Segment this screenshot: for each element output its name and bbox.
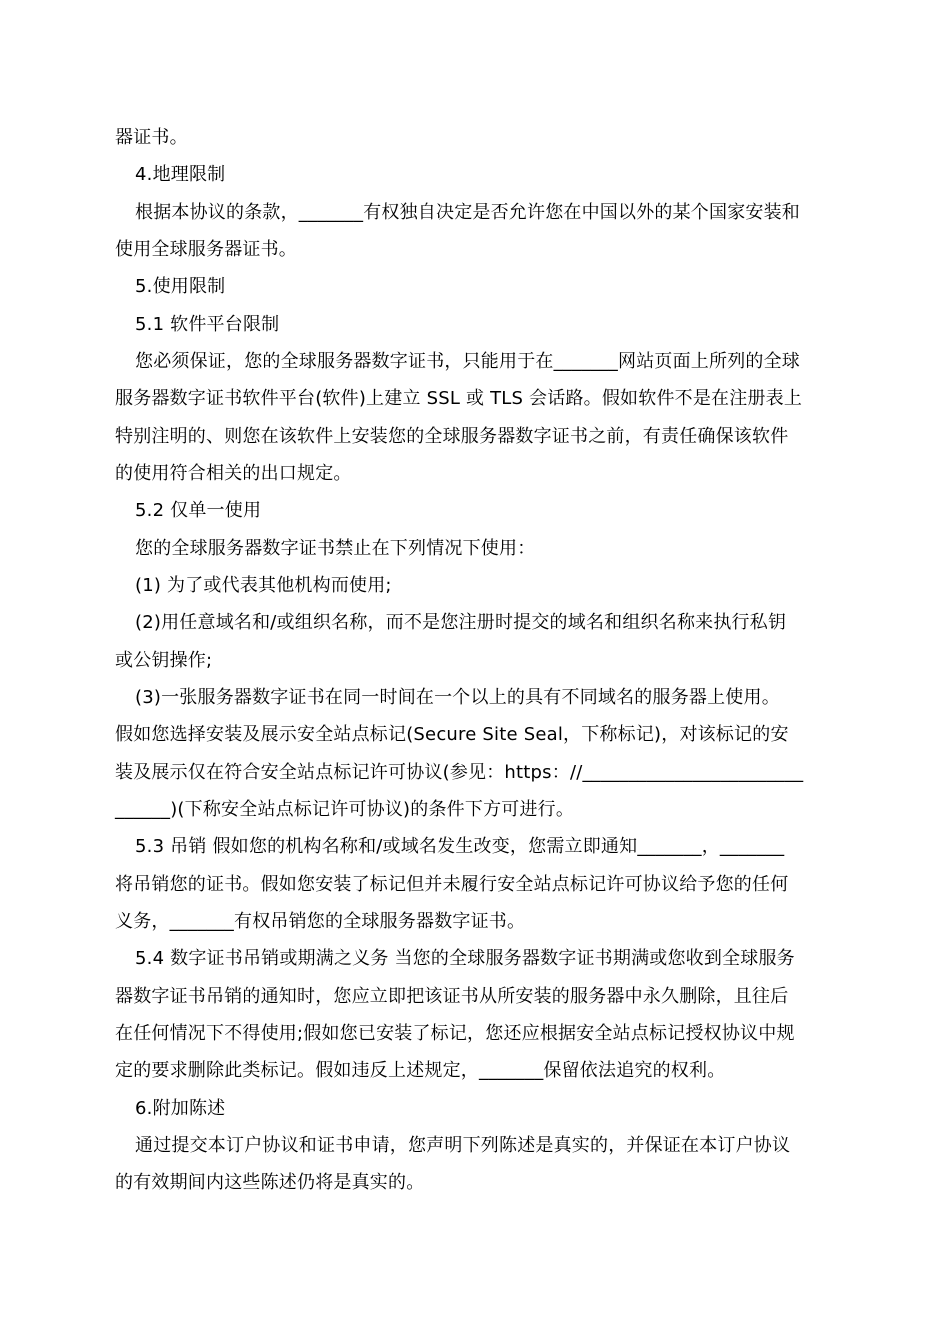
- section-heading: 5.使用限制: [135, 276, 226, 297]
- text-line: 服务器数字证书软件平台(软件)上建立 SSL 或 TLS 会话路。假如软件不是在注册表上: [115, 388, 803, 409]
- subsection-heading: 5.2 仅单一使用: [135, 500, 262, 521]
- text-line: 在任何情况下不得使用;假如您已安装了标记，您还应根据安全站点标记授权协议中规: [115, 1023, 795, 1044]
- text-line: ______)(下称安全站点标记许可协议)的条件下方可进行。: [115, 799, 575, 820]
- text-line: 根据本协议的条款，_______有权独自决定是否允许您在中国以外的某个国家安装和: [135, 202, 800, 223]
- text-line: 的使用符合相关的出口规定。: [115, 463, 352, 484]
- text-line: 将吊销您的证书。假如您安装了标记但并未履行安全站点标记许可协议给予您的任何: [115, 874, 789, 895]
- text-line: 通过提交本订户协议和证书申请，您声明下列陈述是真实的，并保证在本订户协议: [135, 1135, 791, 1156]
- text-line: 使用全球服务器证书。: [115, 239, 297, 260]
- text-line: 您的全球服务器数字证书禁止在下列情况下使用：: [135, 538, 536, 559]
- text-line: 定的要求删除此类标记。假如违反上述规定，_______保留依法追究的权利。: [115, 1060, 726, 1081]
- section-heading: 4.地理限制: [135, 164, 226, 185]
- text-line: 器证书。: [115, 127, 188, 148]
- subsection-heading: 5.3 吊销 假如您的机构名称和/或域名发生改变，您需立即通知_______，_______: [135, 836, 785, 857]
- list-item: (1) 为了或代表其他机构而使用;: [135, 575, 392, 596]
- list-item: (3)一张服务器数字证书在同一时间在一个以上的具有不同域名的服务器上使用。: [135, 687, 780, 708]
- text-line: 您必须保证，您的全球服务器数字证书，只能用于在_______网站页面上所列的全球: [135, 351, 800, 372]
- subsection-heading: 5.4 数字证书吊销或期满之义务 当您的全球服务器数字证书期满或您收到全球服务: [135, 948, 795, 969]
- text-line: 义务，_______有权吊销您的全球服务器数字证书。: [115, 911, 526, 932]
- text-line: 的有效期间内这些陈述仍将是真实的。: [115, 1172, 425, 1193]
- list-item: (2)用任意域名和/或组织名称，而不是您注册时提交的域名和组织名称来执行私钥: [135, 612, 787, 633]
- text-line: 器数字证书吊销的通知时，您应立即把该证书从所安装的服务器中永久删除，且往后: [115, 986, 789, 1007]
- subsection-heading: 5.1 软件平台限制: [135, 314, 280, 335]
- text-line: 特别注明的、则您在该软件上安装您的全球服务器数字证书之前，有责任确保该软件: [115, 426, 789, 447]
- text-line: 或公钥操作;: [115, 650, 213, 671]
- section-heading: 6.附加陈述: [135, 1098, 226, 1119]
- text-line: 假如您选择安装及展示安全站点标记(Secure Site Seal，下称标记)，对该标记的安: [115, 724, 789, 745]
- text-line: 装及展示仅在符合安全站点标记许可协议(参见：https：//________________________: [115, 762, 804, 783]
